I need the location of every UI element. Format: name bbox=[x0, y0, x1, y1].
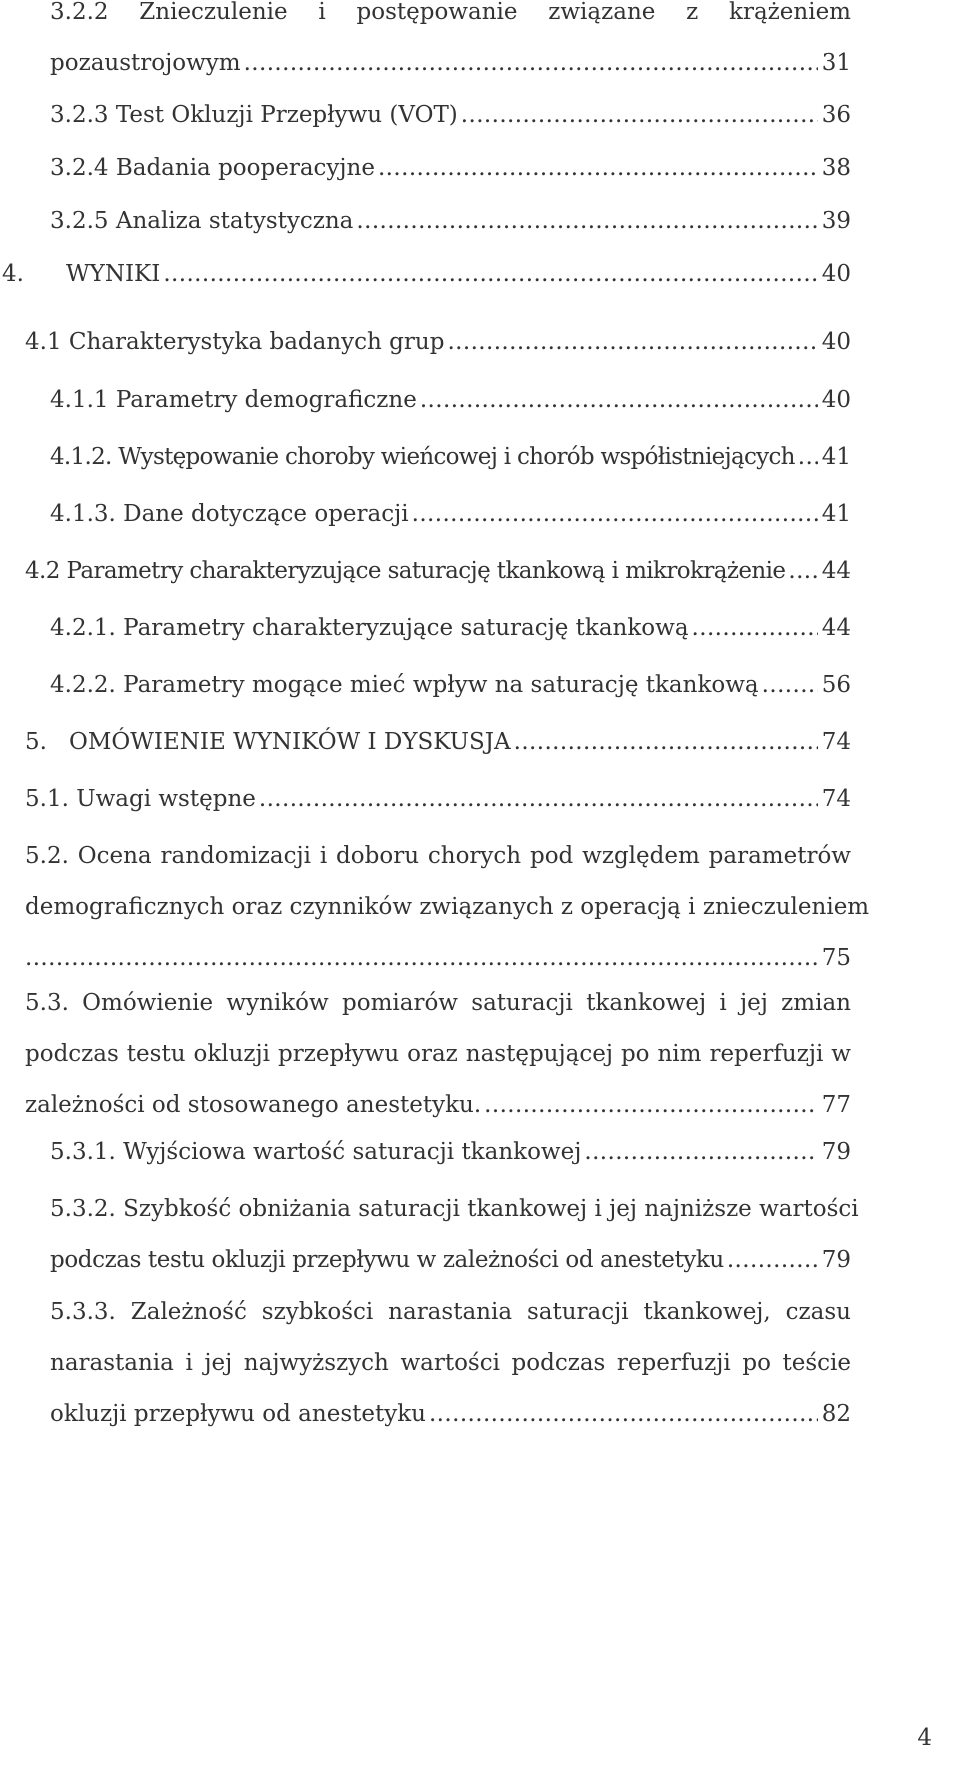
dot-leader bbox=[244, 43, 818, 83]
toc-entry-line: narastania i jej najwyższych wartości podczas reperfuzji po teście bbox=[50, 1350, 851, 1376]
toc-entry-4[interactable] bbox=[2, 254, 851, 294]
dot-leader bbox=[412, 494, 818, 534]
toc-entry-4-2-2[interactable] bbox=[50, 665, 851, 705]
toc-entry-page: 74 bbox=[821, 786, 851, 812]
toc-entry-title: 4.1.3. Dane dotyczące operacji bbox=[50, 501, 409, 527]
toc-entry-3-2-4[interactable] bbox=[50, 148, 851, 188]
toc-entry-page: 44 bbox=[821, 615, 851, 641]
dot-leader bbox=[163, 254, 818, 294]
dot-leader bbox=[692, 608, 818, 648]
dot-leader bbox=[762, 665, 818, 705]
toc-entry-page: 39 bbox=[821, 208, 851, 234]
toc-entry-3-2-3[interactable] bbox=[50, 95, 851, 135]
toc-entry-line: demograficznych oraz czynników związanych z operacją i znieczuleniem bbox=[25, 894, 870, 920]
toc-entry-page: 40 bbox=[821, 261, 851, 287]
toc-entry-4-1-2[interactable] bbox=[50, 437, 851, 477]
toc-entry-page: 79 bbox=[821, 1247, 851, 1273]
dot-leader bbox=[259, 779, 818, 819]
toc-entry-page: 56 bbox=[821, 672, 851, 698]
toc-entry-line: podczas testu okluzji przepływu oraz następującej po nim reperfuzji w bbox=[25, 1041, 851, 1067]
toc-entry-title: 4.1 Charakterystyka badanych grup bbox=[25, 329, 445, 355]
toc-entry-title: 4.1.1 Parametry demograficzne bbox=[50, 387, 417, 413]
toc-entry-page: 74 bbox=[821, 729, 851, 755]
dot-leader bbox=[584, 1132, 818, 1172]
toc-entry-page: 31 bbox=[821, 50, 851, 76]
toc-entry-title: 5.1. Uwagi wstępne bbox=[25, 786, 256, 812]
toc-entry-title: 3.2.4 Badania pooperacyjne bbox=[50, 155, 375, 181]
toc-entry-number: 5. bbox=[25, 729, 47, 755]
dot-leader bbox=[25, 938, 818, 978]
toc-entry-title: 4.2 Parametry charakteryzujące saturację tkankową i mikrokrążenie bbox=[25, 558, 786, 584]
toc-entry-5-3[interactable] bbox=[25, 983, 851, 1136]
toc-entry-title: 4.1.2. Występowanie choroby wieńcowej i chorób współistniejących bbox=[50, 444, 795, 470]
toc-entry-page: 36 bbox=[821, 102, 851, 128]
dot-leader bbox=[356, 201, 818, 241]
dot-leader bbox=[798, 437, 818, 477]
toc-entry-page: 77 bbox=[821, 1092, 851, 1118]
dot-leader bbox=[514, 722, 818, 762]
toc-entry-line: 5.2. Ocena randomizacji i doboru chorych pod względem parametrów bbox=[25, 843, 851, 869]
toc-entry-title: OMÓWIENIE WYNIKÓW I DYSKUSJA bbox=[69, 729, 511, 755]
toc-entry-5-1[interactable] bbox=[25, 779, 851, 819]
page-number: 4 bbox=[917, 1725, 932, 1751]
toc-entry-title: 3.2.3 Test Okluzji Przepływu (VOT) bbox=[50, 102, 458, 128]
toc-entry-4-1-3[interactable] bbox=[50, 494, 851, 534]
toc-entry-title: WYNIKI bbox=[66, 261, 161, 287]
toc-entry-page: 38 bbox=[821, 155, 851, 181]
toc-entry-3-2-2[interactable] bbox=[50, 0, 851, 94]
dot-leader bbox=[484, 1085, 818, 1125]
toc-entry-page: 40 bbox=[821, 329, 851, 355]
toc-entry-4-2-1[interactable] bbox=[50, 608, 851, 648]
toc-entry-number: 4. bbox=[2, 261, 24, 287]
toc-entry-4-2[interactable] bbox=[25, 551, 851, 591]
toc-entry-line: 3.2.2 Znieczulenie i postępowanie związane z krążeniem bbox=[50, 0, 851, 25]
toc-entry-5-3-1[interactable] bbox=[50, 1132, 851, 1172]
dot-leader bbox=[727, 1240, 818, 1280]
toc-entry-page: 40 bbox=[821, 387, 851, 413]
dot-leader bbox=[429, 1394, 818, 1434]
toc-entry-page: 44 bbox=[821, 558, 851, 584]
toc-entry-title: zależności od stosowanego anestetyku. bbox=[25, 1092, 482, 1118]
dot-leader bbox=[788, 551, 818, 591]
toc-entry-title: 3.2.5 Analiza statystyczna bbox=[50, 208, 354, 234]
toc-entry-page: 82 bbox=[821, 1401, 851, 1427]
toc-entry-title: podczas testu okluzji przepływu w zależności od anestetyku bbox=[50, 1247, 724, 1273]
toc-entry-title: okluzji przepływu od anestetyku bbox=[50, 1401, 426, 1427]
toc-entry-line: 5.3.2. Szybkość obniżania saturacji tkankowej i jej najniższe wartości bbox=[50, 1196, 859, 1222]
toc-entry-title: pozaustrojowym bbox=[50, 50, 241, 76]
toc-entry-4-1-1[interactable] bbox=[50, 380, 851, 420]
toc-entry-line: 5.3. Omówienie wyników pomiarów saturacji tkankowej i jej zmian bbox=[25, 990, 851, 1016]
toc-entry-page: 41 bbox=[821, 444, 851, 470]
dot-leader bbox=[378, 148, 818, 188]
toc-entry-page: 79 bbox=[821, 1139, 851, 1165]
dot-leader bbox=[461, 95, 818, 135]
toc-entry-5-2[interactable] bbox=[25, 836, 870, 989]
toc-entry-5-3-2[interactable] bbox=[50, 1189, 859, 1291]
dot-leader bbox=[420, 380, 818, 420]
toc-entry-page: 41 bbox=[821, 501, 851, 527]
toc-entry-title: 4.2.1. Parametry charakteryzujące saturację tkankową bbox=[50, 615, 689, 641]
toc-entry-4-1[interactable] bbox=[25, 322, 851, 362]
toc-entry-5[interactable] bbox=[25, 722, 851, 762]
toc-entry-title: 4.2.2. Parametry mogące mieć wpływ na saturację tkankową bbox=[50, 672, 759, 698]
toc-entry-5-3-3[interactable] bbox=[50, 1292, 851, 1445]
toc-entry-line: 5.3.3. Zależność szybkości narastania saturacji tkankowej, czasu bbox=[50, 1299, 851, 1325]
dot-leader bbox=[447, 322, 818, 362]
toc-entry-page: 75 bbox=[821, 945, 851, 971]
toc-entry-3-2-5[interactable] bbox=[50, 201, 851, 241]
toc-entry-title: 5.3.1. Wyjściowa wartość saturacji tkankowej bbox=[50, 1139, 582, 1165]
